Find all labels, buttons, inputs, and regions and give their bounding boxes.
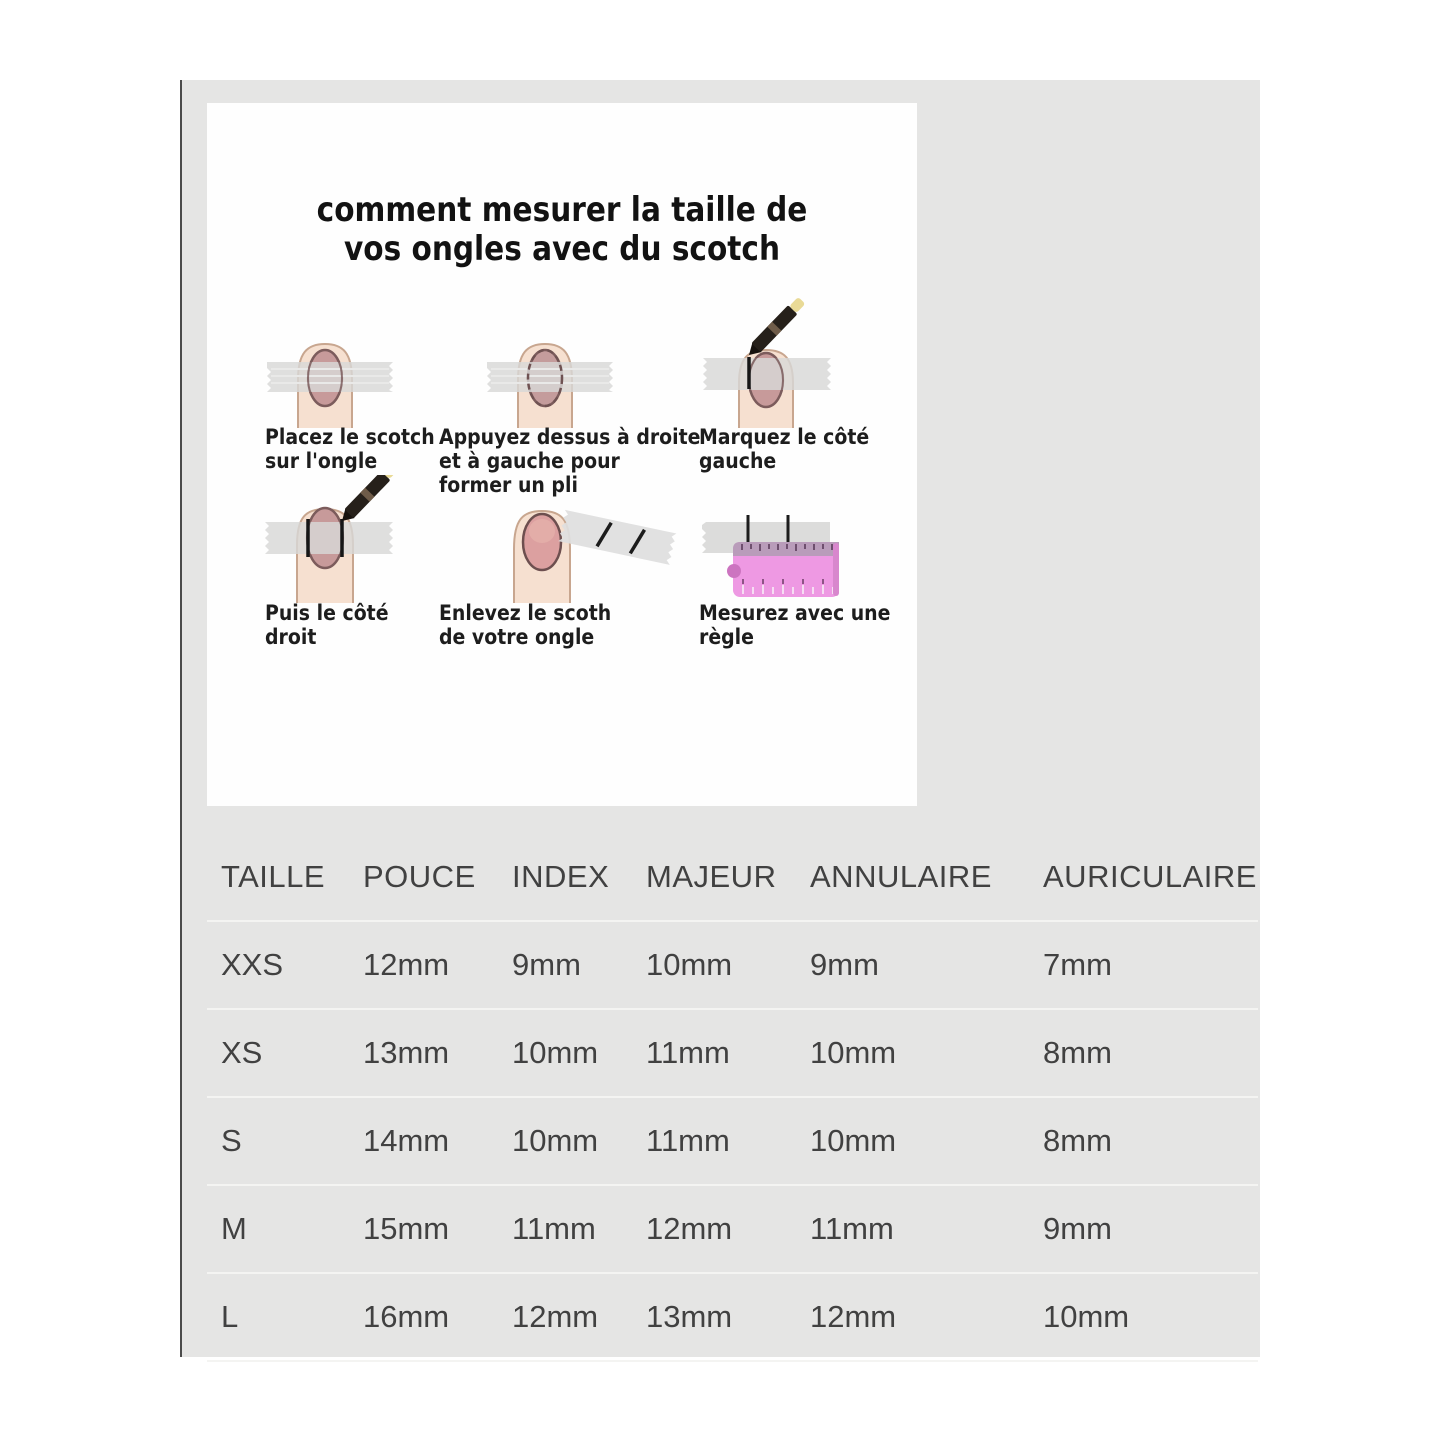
size-cell: L [207, 1273, 349, 1361]
size-guide-panel [180, 80, 1260, 1357]
size-cell: 12mm [498, 1273, 632, 1361]
header-majeur: MAJEUR [646, 859, 777, 894]
guide-title-line1: comment mesurer la taille de [316, 190, 808, 230]
table-row-m [207, 1185, 1258, 1273]
size-cell: 14mm [349, 1097, 498, 1185]
size-cell: 8mm [1029, 1097, 1258, 1185]
step-2-finger-tape-pressed-illustration [467, 328, 647, 428]
guide-step-4 [247, 475, 427, 603]
step-6-ruler-illustration [687, 475, 897, 603]
size-cell: 10mm [796, 1097, 1029, 1185]
measuring-guide-image [207, 103, 917, 806]
size-cell: 11mm [796, 1185, 1029, 1273]
guide-step-6 [687, 475, 897, 603]
size-cell: M [207, 1185, 349, 1273]
size-cell: 12mm [349, 921, 498, 1009]
step-3-caption: Marquez le côté gauche [699, 425, 870, 473]
header-pouce: POUCE [363, 859, 476, 894]
table-row-xxs [207, 921, 1258, 1009]
table-row-l [207, 1273, 1258, 1361]
size-cell: 9mm [796, 921, 1029, 1009]
size-cell: 11mm [498, 1185, 632, 1273]
size-cell: 10mm [1029, 1273, 1258, 1361]
size-table [207, 834, 1258, 1362]
header-taille: TAILLE [221, 859, 326, 894]
step-6-caption: Mesurez avec une règle [699, 601, 891, 649]
table-row-xs [207, 1009, 1258, 1097]
size-cell: XS [207, 1009, 349, 1097]
guide-title [207, 191, 917, 269]
size-cell: 7mm [1029, 921, 1258, 1009]
table-row-s [207, 1097, 1258, 1185]
header-index: INDEX [512, 859, 610, 894]
size-cell: 11mm [632, 1097, 796, 1185]
step-4-caption: Puis le côté droit [265, 601, 389, 649]
size-cell: 10mm [632, 921, 796, 1009]
guide-title-line2: vos ongles avec du scotch [343, 229, 781, 269]
size-cell: 12mm [796, 1273, 1029, 1361]
guide-step-3 [687, 283, 867, 428]
guide-step-1 [247, 328, 427, 428]
size-cell: 9mm [1029, 1185, 1258, 1273]
size-cell: 13mm [632, 1273, 796, 1361]
size-cell: 13mm [349, 1009, 498, 1097]
size-cell: 10mm [796, 1009, 1029, 1097]
size-table-header-row [207, 834, 1258, 921]
size-cell: XXS [207, 921, 349, 1009]
size-cell: 15mm [349, 1185, 498, 1273]
header-annulaire: ANNULAIRE [810, 859, 992, 894]
step-1-caption: Placez le scotch sur l'ongle [265, 425, 435, 473]
step-4-mark-right-illustration [247, 475, 427, 603]
header-auriculaire: AURICULAIRE [1043, 859, 1257, 894]
size-cell: 11mm [632, 1009, 796, 1097]
size-cell: 16mm [349, 1273, 498, 1361]
guide-step-2 [467, 328, 647, 428]
ruler-icon [727, 542, 839, 597]
size-cell: 12mm [632, 1185, 796, 1273]
pen-icon [337, 475, 400, 526]
step-5-caption: Enlevez le scoth de votre ongle [439, 601, 612, 649]
size-cell: 10mm [498, 1097, 632, 1185]
step-1-finger-tape-illustration [247, 328, 427, 428]
size-cell: 8mm [1029, 1009, 1258, 1097]
size-cell: 10mm [498, 1009, 632, 1097]
size-cell: 9mm [498, 921, 632, 1009]
step-3-mark-left-illustration [687, 283, 867, 428]
size-cell: S [207, 1097, 349, 1185]
step-2-caption: Appuyez dessus à droite et à gauche pour former un pli [439, 425, 701, 497]
